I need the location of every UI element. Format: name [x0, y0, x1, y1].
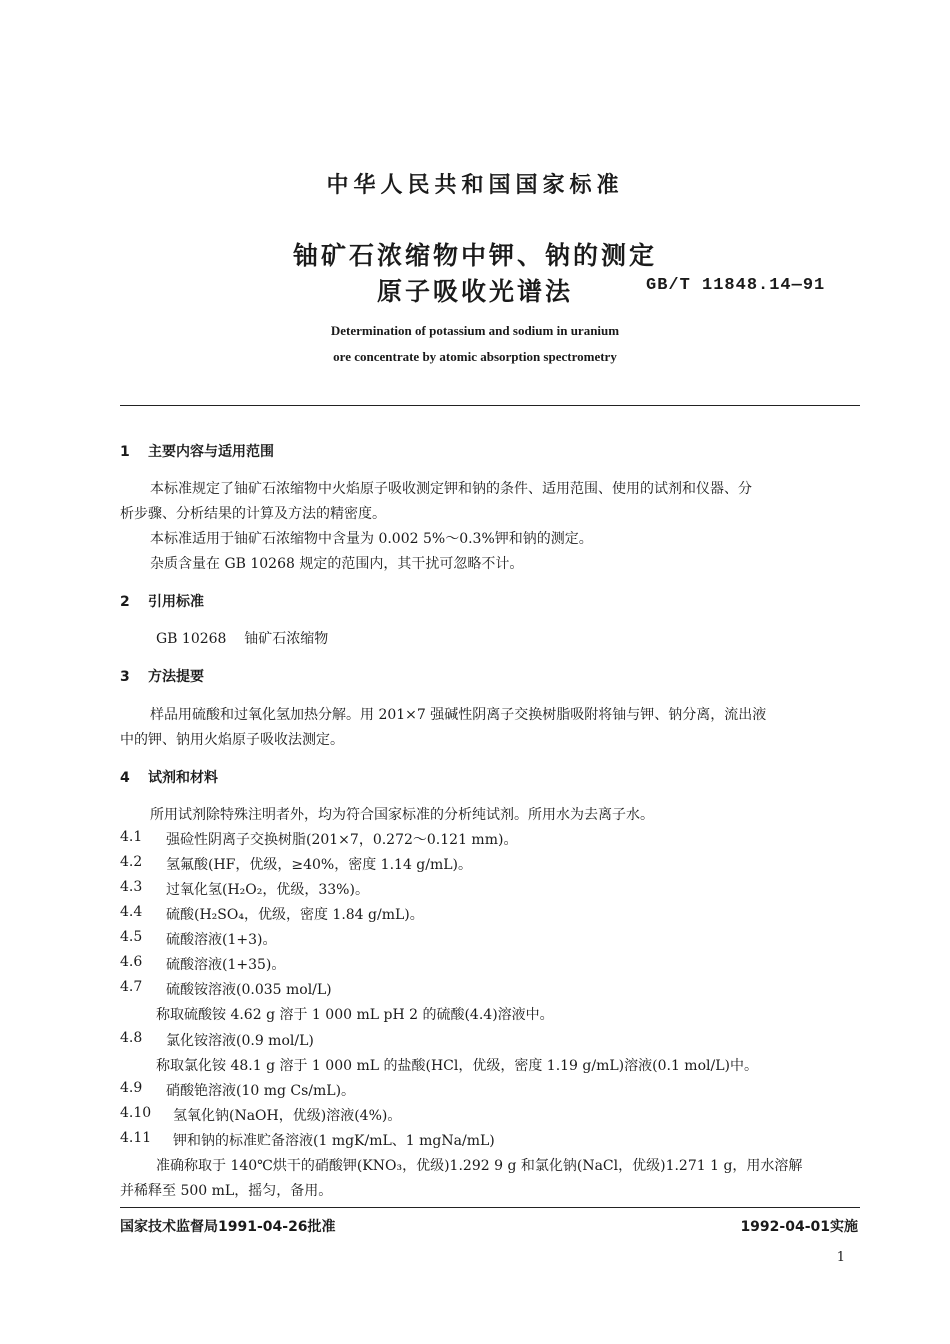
s1-paragraph-3: 杂质含量在 GB 10268 规定的范围内，其干扰可忽略不计。 — [150, 556, 524, 572]
s1-paragraph-2: 本标准适用于铀矿石浓缩物中含量为 0.002 5%～0.3%钾和钠的测定。 — [150, 531, 593, 547]
s4-intro: 所用试剂除特殊注明者外，均为符合国家标准的分析纯试剂。所用水为去离子水。 — [150, 807, 654, 823]
english-title-line1: Determination of potassium and sodium in uranium — [330, 323, 620, 338]
item-number: 4.9 — [120, 1080, 143, 1096]
s1-paragraph-1a: 本标准规定了铀矿石浓缩物中火焰原子吸收测定钾和钠的条件、适用范围、使用的试剂和仪器、分 — [150, 481, 752, 497]
item-text: 硫酸铵溶液(0.035 mol/L) — [166, 982, 332, 998]
section-title: 方法提要 — [148, 669, 204, 685]
item-number: 4.5 — [120, 929, 143, 945]
implementation-text: 1992-04-01实施 — [740, 1219, 858, 1235]
item-number: 4.3 — [120, 879, 143, 895]
item-number: 4.7 — [120, 979, 143, 995]
item-4-11-detail-b: 并稀释至 500 mL，摇匀，备用。 — [120, 1183, 333, 1199]
item-text: 氢氧化钠(NaOH，优级)溶液(4%)。 — [173, 1108, 402, 1124]
item-text: 硫酸溶液(1+35)。 — [166, 957, 286, 973]
page-number: 1 — [836, 1250, 845, 1265]
section-heading-2 — [120, 591, 204, 611]
section-number: 2 — [120, 594, 130, 610]
approval-text: 国家技术监督局1991-04-26批准 — [120, 1219, 336, 1235]
section-title: 试剂和材料 — [148, 770, 218, 786]
section-number: 4 — [120, 770, 130, 786]
s3-paragraph-1a: 样品用硫酸和过氧化氢加热分解。用 201×7 强碱性阴离子交换树脂吸附将铀与钾、钠分离，流出液 — [150, 707, 767, 723]
item-number: 4.10 — [120, 1105, 152, 1121]
item-number: 4.11 — [120, 1130, 152, 1146]
item-text: 钾和钠的标准贮备溶液(1 mgK/mL、1 mgNa/mL) — [173, 1133, 495, 1149]
s1-paragraph-1b: 析步骤、分析结果的计算及方法的精密度。 — [120, 506, 386, 522]
item-text: 硫酸(H₂SO₄，优级，密度 1.84 g/mL)。 — [166, 907, 424, 923]
item-number: 4.6 — [120, 954, 143, 970]
item-number: 4.1 — [120, 829, 143, 845]
item-text: 氢氟酸(HF，优级，≥40%，密度 1.14 g/mL)。 — [166, 857, 473, 873]
header-divider — [120, 405, 860, 406]
document-title-line1: 铀矿石浓缩物中钾、钠的测定 — [292, 241, 657, 270]
item-number: 4.4 — [120, 904, 143, 920]
national-standard-heading: 中华人民共和国国家标准 — [326, 173, 624, 198]
item-number: 4.8 — [120, 1030, 143, 1046]
footer-divider — [120, 1207, 860, 1208]
section-heading-4 — [120, 767, 218, 787]
s3-paragraph-1b: 中的钾、钠用火焰原子吸收法测定。 — [120, 732, 344, 748]
item-text: 强硷性阴离子交换树脂(201×7，0.272～0.121 mm)。 — [166, 832, 518, 848]
item-4-7-detail: 称取硫酸铵 4.62 g 溶于 1 000 mL pH 2 的硫酸(4.4)溶液中。 — [156, 1007, 554, 1023]
s2-reference: GB 10268 铀矿石浓缩物 — [156, 631, 329, 647]
english-title-line2: ore concentrate by atomic absorption spectrometry — [333, 349, 617, 364]
item-text: 过氧化氢(H₂O₂，优级，33%)。 — [166, 882, 369, 898]
item-text: 硫酸溶液(1+3)。 — [166, 932, 277, 948]
document-title-line2: 原子吸收光谱法 — [376, 277, 573, 306]
section-number: 1 — [120, 444, 130, 460]
item-4-11-detail-a: 准确称取于 140℃烘干的硝酸钾(KNO₃，优级)1.292 9 g 和氯化钠(NaCl，优级)1.271 1 g，用水溶解 — [156, 1158, 803, 1174]
item-number: 4.2 — [120, 854, 143, 870]
item-text: 硝酸铯溶液(10 mg Cs/mL)。 — [166, 1083, 356, 1099]
section-title: 主要内容与适用范围 — [148, 444, 274, 460]
standard-number: GB/T 11848.14—91 — [646, 276, 826, 295]
section-heading-1 — [120, 441, 274, 461]
item-text: 氯化铵溶液(0.9 mol/L) — [166, 1033, 314, 1049]
item-4-8-detail: 称取氯化铵 48.1 g 溶于 1 000 mL 的盐酸(HCl，优级，密度 1.19 g/mL)溶液(0.1 mol/L)中。 — [156, 1058, 758, 1074]
section-heading-3 — [120, 666, 204, 686]
section-title: 引用标准 — [148, 594, 204, 610]
section-number: 3 — [120, 669, 130, 685]
